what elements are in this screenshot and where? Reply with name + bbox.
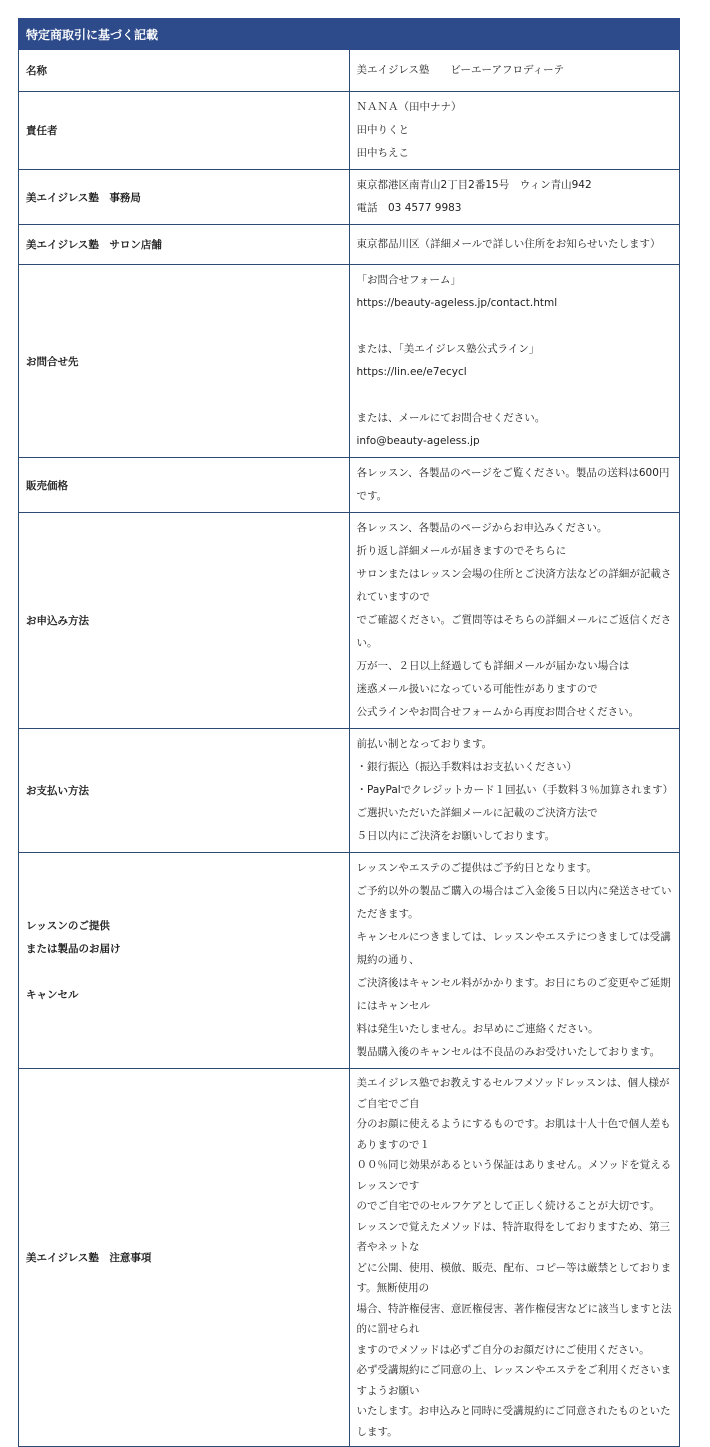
value-line: 美エイジレス塾 ビーエーアフロディーテ: [356, 64, 565, 76]
value-line: ＮＡＮＡ（田中ナナ）: [356, 101, 462, 113]
legal-notice-table-container: [18, 18, 680, 1447]
value-line: キャンセルにつきましては、レッスンやエステにつきましては受講規約の通り、: [356, 931, 671, 966]
email-contact-link[interactable]: info@beauty-ageless.jp: [356, 435, 480, 447]
email-contact-label: または、メールにてお問合せください。: [356, 412, 546, 424]
value-responsible: [349, 92, 680, 170]
value-line: レッスンやエステのご提供はご予約日となります。: [356, 862, 597, 874]
value-line: 各レッスン、各製品のページをご覧ください。製品の送料は600円です。: [356, 467, 670, 502]
row-office: [19, 170, 680, 225]
value-line: サロンまたはレッスン会場の住所とご決済方法などの詳細が記載されていますので: [356, 568, 672, 603]
value-line: ・PayPalでクレジットカード１回払い（手数料３％加算されます）: [356, 784, 674, 796]
value-line: 前払い制となっております。: [356, 738, 493, 750]
value-line: ００％同じ効果があるという保証はありません。メソッドを覚えるレッスンです: [356, 1159, 672, 1192]
label-application: お申込み方法: [19, 513, 350, 729]
row-application: [19, 513, 680, 729]
value-salon: [349, 225, 680, 265]
label-delivery-cancel: [19, 853, 350, 1069]
value-payment: [349, 729, 680, 853]
label-price: 販売価格: [19, 458, 350, 513]
label-responsible: 責任者: [19, 92, 350, 170]
label-gap: [26, 961, 342, 984]
value-line: のでご自宅でのセルフケアとして正しく続けることが大切です。: [356, 1200, 660, 1212]
value-line: ご予約以外の製品ご購入の場合はご入金後５日以内に発送させていただきます。: [356, 885, 672, 920]
value-line: レッスンで覚えたメソッドは、特許取得をしておりますため、第三者やネットな: [356, 1220, 671, 1253]
value-line: 東京都品川区（詳細メールで詳しい住所をお知らせいたします）: [356, 238, 661, 250]
row-payment: [19, 729, 680, 853]
value-notes: [349, 1069, 680, 1447]
value-line: ・銀行振込（振込手数料はお支払いください）: [356, 761, 577, 773]
value-line: 電話 03 4577 9983: [356, 202, 462, 214]
value-line: 分のお顔に使えるようにするものです。お肌は十人十色で個人差もありますので１: [356, 1118, 671, 1151]
label-line: キャンセル: [26, 988, 79, 1001]
value-line: 田中りくと: [356, 124, 409, 136]
value-line: 必ず受講規約にご同意の上、レッスンやエステをご利用くださいますようお願い: [356, 1364, 672, 1397]
value-line: ご選択いただいた詳細メールに記載のご決済方法で: [356, 807, 598, 819]
row-contact: [19, 265, 680, 458]
label-contact: お問合せ先: [19, 265, 350, 458]
label-salon: 美エイジレス塾 サロン店舗: [19, 225, 350, 265]
row-responsible: [19, 92, 680, 170]
label-name: 名称: [19, 50, 350, 92]
contact-form-link[interactable]: https://beauty-ageless.jp/contact.html: [356, 297, 558, 309]
value-line: ５日以内にご決済をお願いしております。: [356, 830, 556, 842]
value-line: 東京都港区南青山2丁目2番15号 ウィン青山942: [356, 179, 592, 191]
value-line: いたします。お申込みと同時に受講規約にご同意されたものといたします。: [356, 1405, 671, 1438]
row-delivery-cancel: [19, 853, 680, 1069]
value-line: 折り返し詳細メールが届きますのでそちらに: [356, 545, 567, 557]
row-salon: [19, 225, 680, 265]
value-contact: [349, 265, 680, 458]
value-line: でご確認ください。ご質問等はそちらの詳細メールにご返信ください。: [356, 614, 672, 649]
row-price: [19, 458, 680, 513]
value-line: 各レッスン、各製品のページからお申込みください。: [356, 522, 608, 534]
value-line: 迷惑メール扱いになっている可能性がありますので: [356, 683, 598, 695]
value-line: 料は発生いたしません。お早めにご連絡ください。: [356, 1023, 599, 1035]
value-line: 製品購入後のキャンセルは不良品のみお受けいたしております。: [356, 1046, 661, 1058]
table-header-row: [19, 19, 680, 50]
value-line: 美エイジレス塾でお教えするセルフメソッドレッスンは、個人様がご自宅でご自: [356, 1077, 670, 1110]
value-office: [349, 170, 680, 225]
value-name: [349, 50, 680, 92]
line-official-link[interactable]: https://lin.ee/e7ecycl: [356, 366, 467, 378]
label-line: または製品のお届け: [26, 942, 121, 955]
value-line: ますのでメソッドは必ずご自分のお顔だけにご使用ください。: [356, 1343, 650, 1356]
value-delivery-cancel: [349, 853, 680, 1069]
value-price: [349, 458, 680, 513]
label-office: 美エイジレス塾 事務局: [19, 170, 350, 225]
contact-form-label: 「お問合せフォーム」: [356, 274, 461, 286]
value-line: 田中ちえこ: [356, 147, 409, 159]
value-line: 万が一、２日以上経過しても詳細メールが届かない場合は: [356, 660, 630, 672]
label-line: レッスンのご提供: [26, 919, 110, 932]
value-line: 場合、特許権侵害、意匠権侵害、著作権侵害などに該当しますと法的に罰せられ: [356, 1302, 672, 1335]
label-notes: 美エイジレス塾 注意事項: [19, 1069, 350, 1447]
value-line: ご決済後はキャンセル料がかかります。お日にちのご変更やご延期にはキャンセル: [356, 977, 671, 1012]
value-line: 公式ラインやお問合せフォームから再度お問合せください。: [356, 706, 640, 718]
legal-notice-table: [18, 18, 680, 1447]
value-application: [349, 513, 680, 729]
row-notes: [19, 1069, 680, 1447]
table-title: 特定商取引に基づく記載: [19, 19, 680, 50]
line-official-label: または、「美エイジレス塾公式ライン」: [356, 343, 540, 355]
value-line: どに公開、使用、模倣、販売、配布、コピー等は厳禁としております。無断使用の: [356, 1261, 672, 1294]
label-payment: お支払い方法: [19, 729, 350, 853]
row-name: [19, 50, 680, 92]
